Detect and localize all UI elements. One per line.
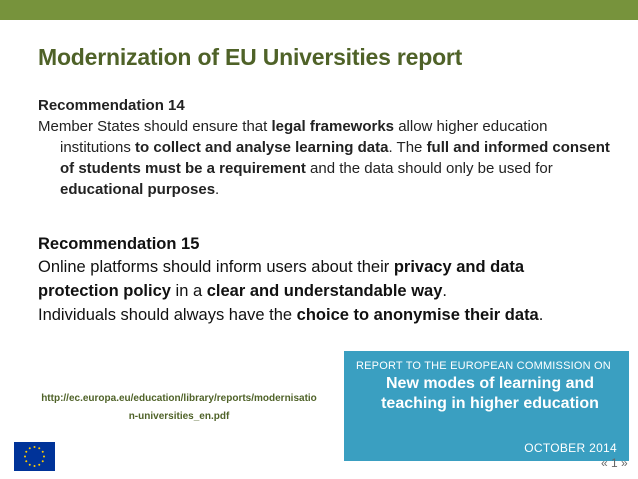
recommendation-15 xyxy=(38,233,628,327)
eu-star xyxy=(29,447,31,449)
source-link-line-2: n-universities_en.pdf xyxy=(128,411,230,422)
eu-star xyxy=(38,447,40,449)
eu-star xyxy=(25,460,27,462)
report-cover-image xyxy=(344,351,629,461)
eu-star xyxy=(24,456,26,458)
recommendation-15-line-2 xyxy=(38,279,628,303)
text-run: . xyxy=(215,181,220,198)
text-run: Member States should ensure that xyxy=(38,118,272,135)
text-run: and the data should only be used for xyxy=(305,160,553,177)
text-run: . xyxy=(442,282,447,300)
emphasis-clear-way: clear and understandable way xyxy=(206,282,443,300)
recommendation-15-line-3 xyxy=(38,303,628,327)
emphasis-protection-policy: protection policy xyxy=(38,282,171,300)
text-run: . The xyxy=(388,139,427,156)
eu-star xyxy=(34,465,36,467)
text-run: . xyxy=(538,306,544,324)
source-link[interactable] xyxy=(34,390,324,426)
emphasis-anonymise: choice to anonymise their data xyxy=(296,306,539,324)
text-run: Individuals should always have the xyxy=(38,306,297,324)
eu-star xyxy=(29,464,31,466)
eu-star xyxy=(42,451,44,453)
eu-star xyxy=(38,464,40,466)
source-link-line-1: http://ec.europa.eu/education/library/reports/modernisatio xyxy=(41,393,317,404)
page-title: Modernization of EU Universities report xyxy=(38,44,463,70)
page-number: « 1 » xyxy=(601,456,628,470)
report-kicker: REPORT TO THE EUROPEAN COMMISSION ON xyxy=(356,360,611,372)
eu-star xyxy=(42,460,44,462)
eu-star xyxy=(25,451,27,453)
report-date: OCTOBER 2014 xyxy=(524,441,617,455)
top-accent-bar xyxy=(0,0,638,20)
eu-star xyxy=(34,446,36,448)
text-run: Online platforms should inform users about their xyxy=(38,258,394,276)
recommendation-14-heading: Recommendation 14 xyxy=(38,97,185,114)
text-run: in a xyxy=(170,282,207,300)
emphasis-consent: full and informed consent of students must be a requirement xyxy=(60,139,610,177)
eu-star xyxy=(43,456,45,458)
emphasis-collect-data: to collect and analyse learning data xyxy=(135,139,389,156)
report-headline: New modes of learning and teaching in higher education xyxy=(381,375,599,412)
eu-flag-icon xyxy=(14,442,55,471)
text-run: allow higher education institutions xyxy=(60,118,548,156)
emphasis-legal-frameworks: legal frameworks xyxy=(271,118,395,135)
emphasis-educational-purposes: educational purposes xyxy=(60,181,216,198)
emphasis-privacy: privacy and data xyxy=(393,258,525,276)
recommendation-15-line-1 xyxy=(38,255,628,279)
recommendation-14-text xyxy=(38,116,618,200)
recommendation-14 xyxy=(38,96,618,200)
recommendation-15-heading: Recommendation 15 xyxy=(38,235,200,253)
